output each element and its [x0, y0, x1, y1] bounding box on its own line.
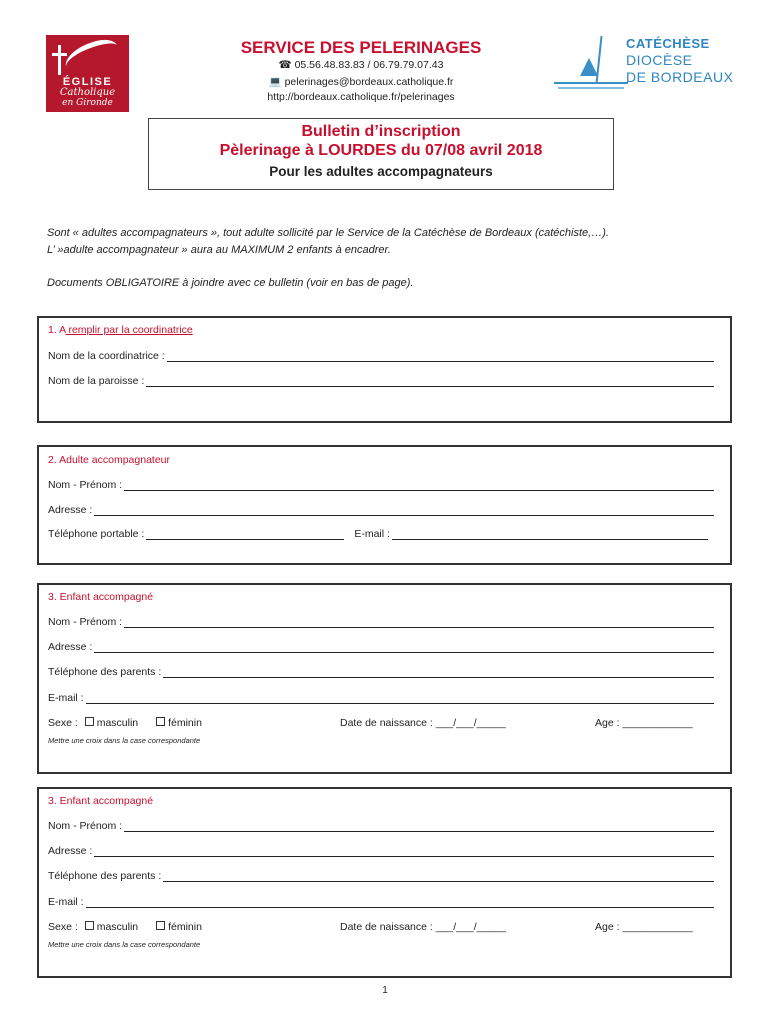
child1-email-field[interactable]: E-mail : — [48, 692, 714, 704]
section-coordinatrice — [37, 316, 732, 423]
section-enfant-1 — [37, 583, 732, 774]
checkbox-note: Mettre une croix dans la case correspondante — [48, 736, 201, 745]
child2-age-field[interactable]: Age : ____________ — [595, 921, 693, 933]
checkbox-masculin[interactable] — [85, 717, 94, 726]
checkbox-feminin[interactable] — [156, 921, 165, 930]
section-title: 3. Enfant accompagné — [48, 591, 154, 603]
child2-birthdate-field[interactable]: Date de naissance : ___/___/_____ — [340, 921, 506, 933]
logo-right-line3: DE BORDEAUX — [626, 69, 734, 85]
child2-parents-phone-field[interactable]: Téléphone des parents : — [48, 870, 714, 882]
phone-line — [200, 59, 522, 71]
pilgrimage-title: Pèlerinage à LOURDES du 07/08 avril 2018 — [219, 142, 543, 159]
child2-address-field[interactable]: Adresse : — [48, 845, 714, 857]
child1-address-field[interactable]: Adresse : — [48, 641, 714, 653]
computer-icon: 💻 — [268, 76, 282, 88]
title-box — [148, 118, 614, 190]
section-enfant-2 — [37, 787, 732, 978]
logo-right-line2: DIOCÈSE — [626, 52, 693, 68]
child1-name-field[interactable]: Nom - Prénom : — [48, 616, 714, 628]
intro-line-1: Sont « adultes accompagnateurs », tout adulte sollicité par le Service de la Catéchèse de Bordeaux (catéchiste,…). — [47, 227, 609, 239]
page-number: 1 — [382, 985, 388, 996]
adult-phone-email-row: Téléphone portable : E-mail : — [48, 528, 708, 540]
checkbox-feminin[interactable] — [156, 717, 165, 726]
section-title: 3. Enfant accompagné — [48, 795, 154, 807]
child1-sexe-row: Sexe : masculin féminin Date de naissance : ___/___/_____ Age : ____________ — [48, 717, 693, 729]
logo-left-line3: en Gironde — [62, 98, 113, 108]
eglise-catholique-logo — [46, 35, 129, 112]
child2-email-field[interactable]: E-mail : — [48, 896, 714, 908]
catechese-logo — [554, 36, 734, 96]
service-title: SERVICE DES PELERINAGES — [240, 38, 482, 57]
adult-address-field[interactable]: Adresse : — [48, 504, 714, 516]
section-adulte — [37, 445, 732, 565]
section-title: 1. A remplir par la coordinatrice — [48, 324, 193, 336]
bulletin-title: Bulletin d’inscription — [301, 123, 461, 140]
email-line — [200, 75, 522, 88]
section-title: 2. Adulte accompagnateur — [48, 454, 171, 466]
cross-icon — [58, 45, 61, 75]
logo-left-line2: Catholique — [59, 87, 116, 98]
checkbox-note: Mettre une croix dans la case correspondante — [48, 940, 201, 949]
paroisse-name-field[interactable]: Nom de la paroisse : — [48, 375, 714, 387]
child1-parents-phone-field[interactable]: Téléphone des parents : — [48, 666, 714, 678]
child2-sexe-row: Sexe : masculin féminin Date de naissance : ___/___/_____ Age : ____________ — [48, 921, 693, 933]
child2-name-field[interactable]: Nom - Prénom : — [48, 820, 714, 832]
adult-phone-field[interactable] — [146, 530, 344, 540]
phone-icon: ☎ — [278, 59, 292, 71]
sail-icon — [580, 58, 598, 76]
child1-birthdate-field[interactable]: Date de naissance : ___/___/_____ — [340, 717, 506, 729]
audience-subtitle: Pour les adultes accompagnateurs — [269, 164, 493, 179]
phone-number: 05.56.48.83.83 / 06.79.79.07.43 — [294, 59, 444, 71]
checkbox-masculin[interactable] — [85, 921, 94, 930]
adult-email-field[interactable] — [392, 530, 708, 540]
logo-right-line1: CATÉCHÈSE — [626, 36, 710, 51]
website-link[interactable]: http://bordeaux.catholique.fr/pelerinages — [267, 91, 455, 103]
child1-age-field[interactable]: Age : ____________ — [595, 717, 693, 729]
intro-line-3: Documents OBLIGATOIRE à joindre avec ce bulletin (voir en bas de page). — [47, 277, 414, 289]
adult-name-field[interactable]: Nom - Prénom : — [48, 479, 714, 491]
intro-line-2: L’ »adulte accompagnateur » aura au MAXIMUM 2 enfants à encadrer. — [47, 244, 391, 256]
email-address[interactable]: pelerinages@bordeaux.catholique.fr — [284, 76, 454, 88]
coordinatrice-name-field[interactable]: Nom de la coordinatrice : — [48, 350, 714, 362]
logo-left-line1: ÉGLISE — [62, 76, 113, 88]
